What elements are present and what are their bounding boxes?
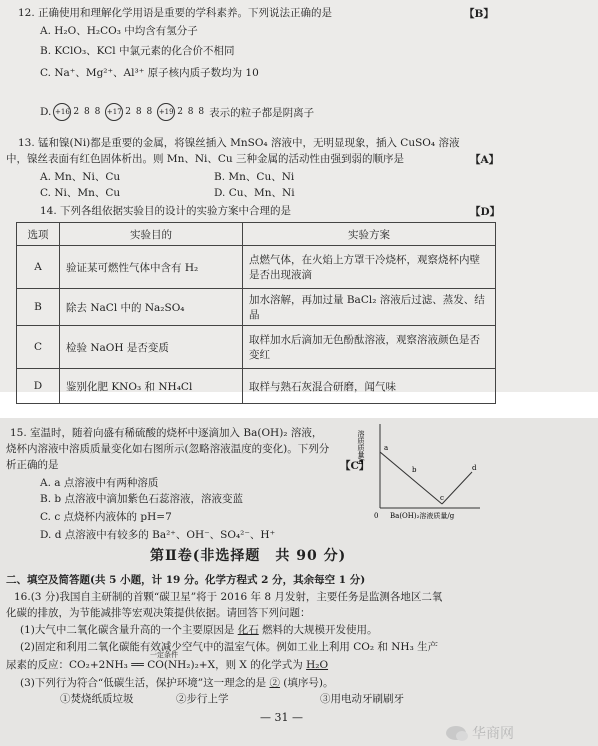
q13-option-c: C. Ni、Mn、Cu (40, 187, 121, 199)
q16-reaction-condition: 一定条件 (150, 651, 178, 659)
q16-line-4: (2)固定和利用二氧化碳能有效减少空气中的温室气体。例如工业上利用 CO₂ 和 NH₃ 生产 (20, 641, 439, 653)
q16-line-5 (6, 658, 328, 672)
q12-stem: 12. 正确使用和理解化学用语是重要的学科素养。下列说法正确的是 (18, 7, 333, 19)
graph-line-down (380, 452, 442, 504)
q13-answer: 【A】 (470, 154, 500, 166)
watermark (446, 723, 514, 743)
q16-6-blank: ② (269, 677, 280, 689)
table-cell-purpose: 鉴别化肥 KNO₃ 和 NH₄Cl (60, 369, 243, 404)
q12-option-d (40, 102, 314, 122)
table-cell-purpose: 验证某可燃性气体中含有 H₂ (60, 246, 243, 289)
shells-2: 2 8 8 (125, 107, 154, 117)
nucleus-3: +19 (157, 103, 175, 121)
table-row (17, 246, 496, 289)
q16-3-post: 燃料的大规模开发使用。 (262, 624, 378, 636)
table-cell-option: C (17, 326, 60, 369)
q15-stem-2: 烧杯内溶液中溶质质量变化如右图所示(忽略溶液温度的变化)。下列分 (6, 443, 330, 455)
q14-table (16, 222, 496, 404)
q16-option-3: ③用电动牙刷刷牙 (320, 693, 404, 705)
table-cell-plan: 点燃气体，在火焰上方罩干冷烧杯，观察烧杯内壁是否出现液滴 (243, 246, 496, 289)
q15-graph (357, 422, 500, 532)
q16-line-2: 化碳的排放，为节能减排等宏观决策提供依据。请回答下列问题： (6, 607, 311, 619)
q12-d-label: D. (40, 106, 52, 118)
q12-option-c: C. Na⁺、Mg²⁺、Al³⁺ 原子核内质子数均为 10 (40, 67, 259, 79)
table-cell-option: D (17, 369, 60, 404)
table-cell-option: A (17, 246, 60, 289)
graph-point-d: d (472, 464, 477, 472)
page-number: — 31 — (260, 711, 303, 724)
q16-6-post: (填序号)。 (283, 677, 334, 689)
table-row (17, 326, 496, 369)
shells-1: 2 8 8 (73, 107, 102, 117)
q15-option-c: C. c 点烧杯内液体的 pH=7 (40, 511, 172, 523)
graph-point-b: b (412, 466, 417, 474)
q16-line-6 (20, 676, 334, 690)
q16-5-blank: H₂O (306, 659, 329, 671)
q15-option-d: D. d 点溶液中有较多的 Ba²⁺、OH⁻、SO₄²⁻、H⁺ (40, 529, 276, 541)
atom-structure-1 (53, 103, 103, 121)
atom-structure-2 (105, 103, 155, 121)
graph-point-a: a (384, 444, 389, 452)
q13-option-a: A. Mn、Ni、Cu (40, 171, 121, 183)
shells-3: 2 8 8 (177, 107, 206, 117)
q16-option-1: ①焚烧纸质垃圾 (60, 693, 134, 705)
q14-answer: 【D】 (470, 206, 501, 218)
q16-line-3 (20, 623, 378, 637)
table-row (17, 289, 496, 326)
table-cell-plan: 加水溶解，再加过量 BaCl₂ 溶液后过滤、蒸发、结晶 (243, 289, 496, 326)
q15-stem-3: 析正确的是 (6, 459, 59, 471)
q13-option-b: B. Mn、Cu、Ni (214, 171, 295, 183)
q12-d-tail: 表示的粒子都是阴离子 (209, 106, 315, 119)
table-header-purpose: 实验目的 (60, 223, 243, 246)
graph-y-label: 溶质质量/g (357, 430, 365, 465)
q16-5-pre: 尿素的反应：CO₂+2NH₃ ══ CO(NH₂)₂+X，则 X 的化学式为 (6, 659, 303, 671)
q16-3-blank: 化石 (237, 624, 259, 636)
graph-point-c: c (440, 494, 444, 502)
q16-3-pre: (1)大气中二氧化碳含量升高的一个主要原因是 (20, 624, 235, 636)
nucleus-2: +17 (105, 103, 123, 121)
q12-option-b: B. KClO₃、KCl 中氯元素的化合价不相同 (40, 45, 235, 57)
q16-line-1: 16.(3 分)我国自主研制的首颗“碳卫星”将于 2016 年 8 月发射，主要任务是监测各地区二氧 (14, 591, 443, 603)
nucleus-1: +16 (53, 103, 71, 121)
q16-option-2: ②步行上学 (176, 693, 229, 705)
q13-stem-1: 13. 锰和镍(Ni)都是重要的金属，将镍丝插入 MnSO₄ 溶液中，无明显现象，插入 CuSO₄ 溶液 (18, 137, 460, 149)
graph-origin: 0 (374, 512, 379, 520)
watermark-text: 华商网 (472, 726, 514, 742)
table-cell-option: B (17, 289, 60, 326)
table-row (17, 369, 496, 404)
table-cell-plan: 取样加水后滴加无色酚酞溶液，观察溶液颜色是否变红 (243, 326, 496, 369)
graph-line-up (442, 472, 472, 504)
table-cell-plan: 取样与熟石灰混合研磨，闻气味 (243, 369, 496, 404)
q14-stem: 14. 下列各组依据实验目的设计的实验方案中合理的是 (40, 205, 292, 217)
q16-6-pre: (3)下列行为符合“低碳生活，保护环境”这一理念的是 (20, 677, 267, 689)
q15-stem-1: 15. 室温时，随着向盛有稀硫酸的烧杯中逐滴加入 Ba(OH)₂ 溶液， (10, 427, 323, 439)
atom-structure-3 (157, 103, 207, 121)
part-title: 二、填空及简答题(共 5 小题，计 19 分。化学方程式 2 分，其余每空 1 分) (6, 574, 366, 586)
q13-option-d: D. Cu、Mn、Ni (214, 187, 295, 199)
table-cell-purpose: 除去 NaCl 中的 Na₂SO₄ (60, 289, 243, 326)
section-title: 第Ⅱ卷(非选择题 共 90 分) (150, 548, 347, 564)
q15-option-a: A. a 点溶液中有两种溶质 (40, 477, 159, 489)
q15-answer: 【C】 (340, 460, 370, 472)
table-header-option: 选项 (17, 223, 60, 246)
q13-stem-2: 中，镍丝表面有红色固体析出。则 Mn、Ni、Cu 三种金属的活动性由强到弱的顺序是 (6, 153, 405, 165)
q12-option-a: A. H₂O、H₂CO₃ 中均含有氢分子 (40, 25, 198, 37)
q12-answer: 【B】 (464, 8, 494, 20)
graph-x-label: Ba(OH)₂溶液质量/g (390, 512, 455, 520)
table-header-plan: 实验方案 (243, 223, 496, 246)
q15-option-b: B. b 点溶液中滴加紫色石蕊溶液，溶液变蓝 (40, 493, 243, 505)
wechat-icon (446, 726, 466, 740)
table-cell-purpose: 检验 NaOH 是否变质 (60, 326, 243, 369)
